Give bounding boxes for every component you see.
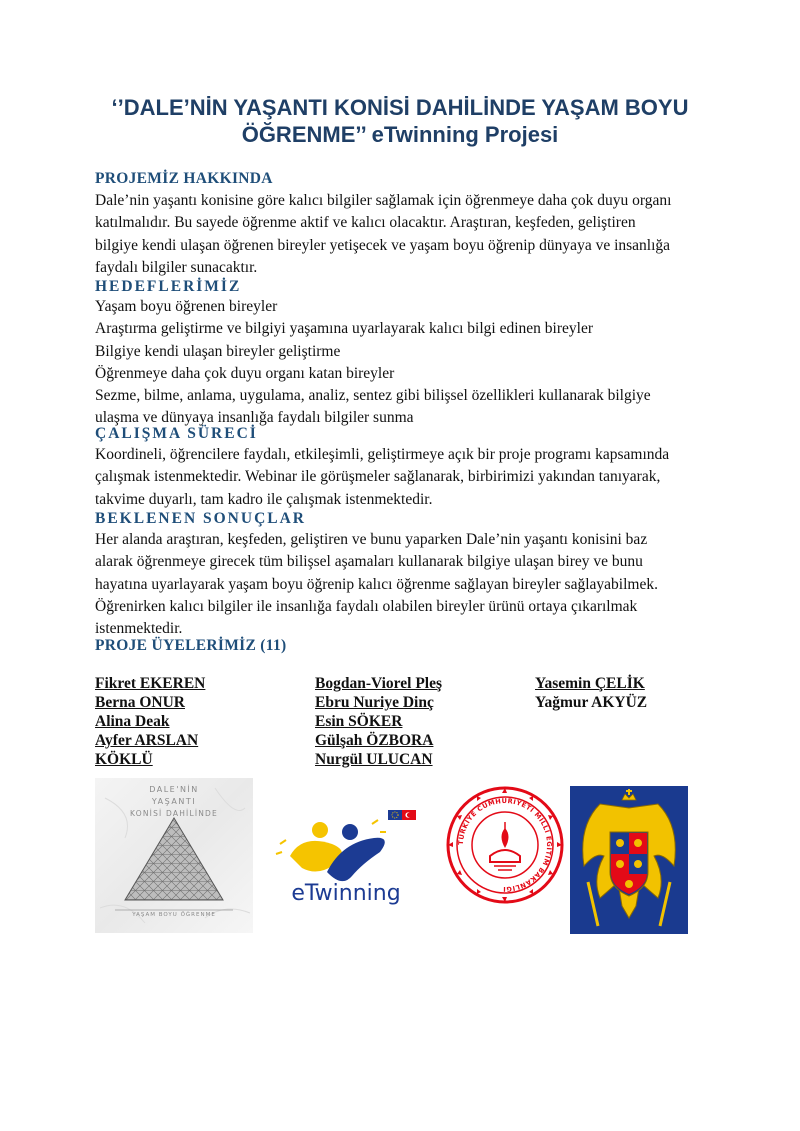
process-paragraph bbox=[95, 444, 715, 511]
cone-text-2: YAŞANTI bbox=[151, 797, 197, 806]
results-line: alarak öğrenmeye girecek tüm bilişsel aşamaları kullanarak bilgiye ulaşan birey ve bunu bbox=[95, 553, 643, 571]
process-line: takvime duyarlı, tam kadro ile çalışmak istenmektedir. bbox=[95, 490, 433, 508]
cone-text-bottom: YAŞAM BOYU ÖĞRENME bbox=[132, 912, 216, 918]
members-column-1 bbox=[95, 674, 205, 769]
member-name: Bogdan-Viorel Pleş bbox=[315, 675, 443, 692]
cone-text-3: KONİSİ DAHİLİNDE bbox=[130, 809, 218, 818]
title-line-1: ‘’DALE’NİN YAŞANTI KONİSİ DAHİLİNDE YAŞAM BOYU bbox=[111, 95, 689, 120]
about-line: katılmalıdır. Bu sayede öğrenme aktif ve kalıcı olacaktır. Araştıran, keşfeden, geliştiren bbox=[95, 214, 636, 232]
results-line: Öğrenirken kalıcı bilgiler ile insanlığa faydalı olabilen bireyler ürünü ortaya çıkarılmak bbox=[95, 597, 638, 615]
meb-seal-graphic bbox=[446, 786, 564, 904]
member-name: Yasemin ÇELİK bbox=[535, 675, 645, 692]
goals-heading: HEDEFLERİMİZ bbox=[95, 278, 242, 295]
about-line: faydalı bilgiler sunacaktır. bbox=[95, 258, 258, 276]
title-line-2: ÖĞRENME’’ eTwinning Projesi bbox=[241, 122, 559, 147]
results-line: Her alanda araştıran, keşfeden, geliştiren ve bunu yaparken Dale’nin yaşantı konisini baz bbox=[95, 531, 648, 548]
member-name: Alina Deak bbox=[95, 713, 170, 730]
member-name: Fikret EKEREN bbox=[95, 675, 206, 692]
member-name: Berna ONUR bbox=[95, 694, 185, 711]
results-line: hayatına uyarlayarak yaşam boyu öğrenip kalıcı öğrenme sağlayan bireyler sağlayabilmek. bbox=[95, 575, 658, 593]
meb-seal-logo bbox=[446, 786, 564, 904]
romania-coat-graphic bbox=[570, 786, 688, 934]
document-title bbox=[60, 94, 740, 148]
members-column-2 bbox=[315, 674, 442, 769]
goal-item: ulaşma ve dünyaya insanlığa faydalı bilgiler sunma bbox=[95, 409, 414, 427]
about-heading: PROJEMİZ HAKKINDA bbox=[95, 170, 273, 187]
member-name: Gülşah ÖZBORA bbox=[315, 732, 434, 749]
goal-item: Sezme, bilme, anlama, uygulama, analiz, sentez gibi bilişsel özellikleri kullanarak bilgiye bbox=[95, 387, 651, 405]
about-line: bilgiye kendi ulaşan öğrenen bireyler yetişecek ve yaşam boyu öğrenip dünyaya ve insanlığa bbox=[95, 236, 671, 254]
cone-text-1: DALE'NİN bbox=[149, 785, 199, 794]
member-name: Nurgül ULUCAN bbox=[315, 751, 433, 768]
etwinning-graphic bbox=[272, 804, 420, 914]
goals-list bbox=[95, 296, 715, 430]
goal-item: Bilgiye kendi ulaşan bireyler geliştirme bbox=[95, 342, 341, 360]
members-heading: PROJE ÜYELERİMİZ (11) bbox=[95, 637, 287, 654]
etwinning-wordmark: eTwinning bbox=[291, 881, 401, 906]
member-name: Ebru Nuriye Dinç bbox=[315, 694, 434, 711]
cone-graphic bbox=[95, 778, 253, 933]
member-name: Ayfer ARSLAN bbox=[95, 732, 199, 749]
process-heading: ÇALIŞMA SÜRECİ bbox=[95, 425, 258, 442]
member-name: Esin SÖKER bbox=[315, 713, 403, 730]
about-paragraph bbox=[95, 190, 715, 279]
about-line: Dale’nin yaşantı konisine göre kalıcı bilgiler sağlamak için öğrenmeye daha çok duyu organı bbox=[95, 192, 672, 209]
results-line: istenmektedir. bbox=[95, 620, 183, 638]
romania-coat-of-arms-logo bbox=[570, 786, 688, 934]
goal-item: Öğrenmeye daha çok duyu organı katan bireyler bbox=[95, 364, 395, 382]
member-name: KÖKLÜ bbox=[95, 751, 153, 768]
results-paragraph bbox=[95, 529, 715, 640]
results-heading: BEKLENEN SONUÇLAR bbox=[95, 510, 306, 527]
dale-cone-logo bbox=[95, 778, 253, 933]
process-line: çalışmak istenmektedir. Webinar ile görüşmeler sağlanarak, birbirimizi yakından tanıyarak, bbox=[95, 468, 661, 486]
etwinning-logo bbox=[272, 804, 420, 914]
process-line: Koordineli, öğrencilere faydalı, etkileşimli, geliştirmeye açık bir proje programı kapsamında bbox=[95, 446, 670, 463]
goal-item: Araştırma geliştirme ve bilgiyi yaşamına uyarlayarak kalıcı bilgi edinen bireyler bbox=[95, 320, 593, 338]
goal-item: Yaşam boyu öğrenen bireyler bbox=[95, 298, 278, 315]
members-column-3 bbox=[535, 674, 647, 712]
member-name: Yağmur AKYÜZ bbox=[535, 694, 648, 711]
meb-ring-text: TÜRKİYE CUMHURİYETİ MİLLİ EĞİTİM BAKANLIĞI bbox=[456, 796, 554, 894]
